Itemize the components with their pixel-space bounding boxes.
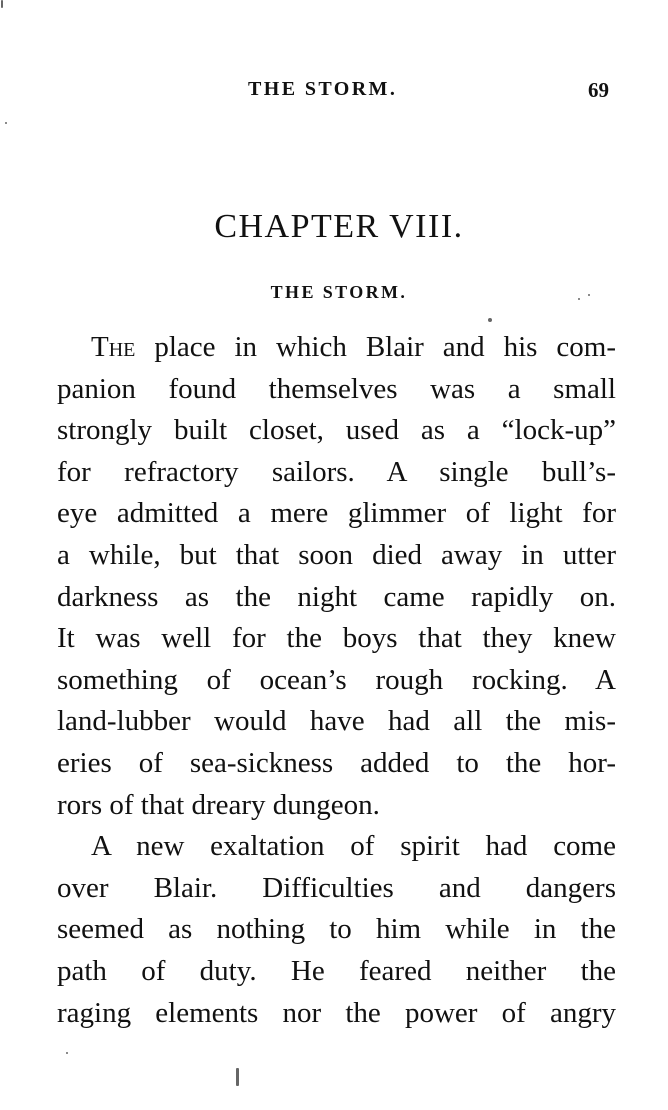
text-line: A new exaltation of spirit had come — [91, 830, 616, 863]
running-title: THE STORM. — [248, 78, 398, 100]
text-line: raging elements nor the power of angry — [57, 996, 616, 1029]
scan-speck — [1, 0, 3, 8]
scan-speck — [236, 1068, 239, 1086]
chapter-subtitle: THE STORM. — [270, 282, 408, 302]
text-line: eries of sea-sickness added to the hor- — [57, 746, 616, 779]
chapter-body — [57, 327, 616, 1034]
text-line: rors of that dreary dungeon. — [57, 788, 380, 821]
scan-speck — [578, 298, 580, 300]
text-line: for refractory sailors. A single bull’s- — [57, 455, 616, 488]
scan-speck — [588, 294, 590, 296]
text-line: path of duty. He feared neither the — [57, 954, 616, 987]
text-line: panion found themselves was a small — [57, 372, 616, 405]
text-line: land-lubber would have had all the mis- — [57, 705, 616, 738]
text-line: something of ocean’s rough rocking. A — [57, 663, 616, 696]
text-line: seemed as nothing to him while in the — [57, 913, 616, 946]
running-header — [0, 78, 668, 108]
chapter-heading: CHAPTER VIII. — [214, 208, 464, 245]
scan-speck — [488, 318, 492, 322]
text-line: It was well for the boys that they knew — [57, 622, 616, 655]
scan-speck — [66, 1052, 68, 1054]
scan-speck — [5, 122, 7, 124]
text-line: darkness as the night came rapidly on. — [57, 580, 616, 613]
text-line: strongly built closet, used as a “lock-up” — [57, 414, 616, 447]
text-line: a while, but that soon died away in utter — [57, 538, 616, 571]
text-line — [57, 327, 616, 369]
text-line: eye admitted a mere glimmer of light for — [57, 497, 616, 530]
line-text: place in which Blair and his com- — [135, 331, 616, 363]
drop-word: The — [91, 331, 136, 363]
page-number: 69 — [588, 78, 609, 102]
text-line: over Blair. Difficulties and dangers — [57, 871, 616, 904]
